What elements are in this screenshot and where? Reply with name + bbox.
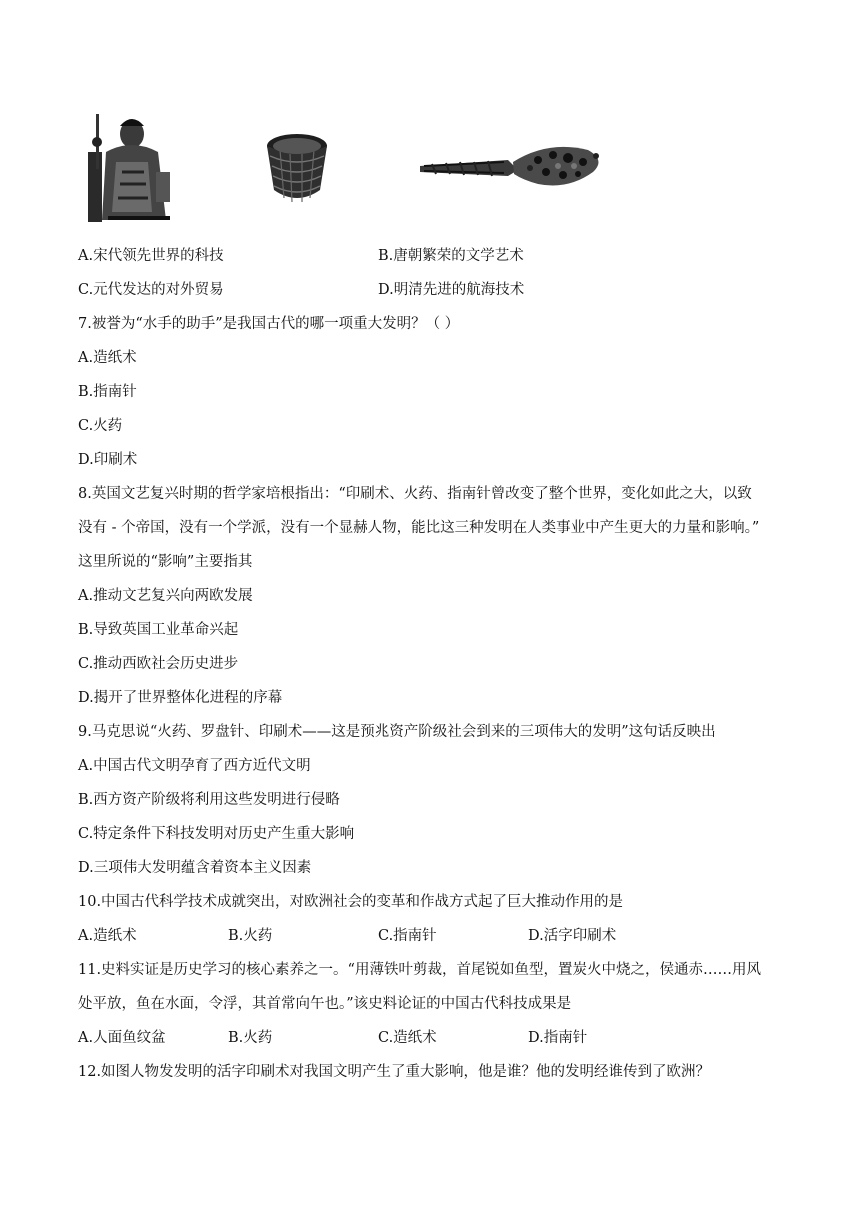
- q11-option-c: C.造纸术: [378, 1030, 437, 1046]
- q10-stem: 10.中国古代科学技术成就突出，对欧洲社会的变革和作战方式起了巨大推动作用的是: [78, 894, 624, 910]
- q8-stem-line-2: 没有 - 个帝国，没有一个学派，没有一个显赫人物，能比这三种发明在人类事业中产生更大的力量和影响。”: [78, 520, 760, 536]
- q10-option-c: C.指南针: [378, 928, 437, 944]
- q12-stem: 12.如图人物发发明的活字印刷术对我国文明产生了重大影响，他是谁？他的发明经谁传到了欧洲？: [78, 1064, 711, 1080]
- rocket-fire-arrow: [418, 140, 608, 200]
- q9-option-c: C.特定条件下科技发明对历史产生重大影响: [78, 826, 355, 842]
- q9-option-b: B.西方资产阶级将利用这些发明进行侵略: [78, 792, 340, 808]
- q10-option-d: D.活字印刷术: [528, 928, 617, 944]
- q11-stem-line-2: 处平放，鱼在水面，令浮，其首常向午也。”该史料论证的中国古代科技成果是: [78, 996, 572, 1012]
- q9-stem: 9.马克思说“火药、罗盘针、印刷术——这是预兆资产阶级社会到来的三项伟大的发明”这句话反映出: [78, 724, 716, 740]
- q8-option-c: C.推动西欧社会历史进步: [78, 656, 239, 672]
- q7-stem: 7.被誉为“水手的助手”是我国古代的哪一项重大发明？（ ）: [78, 316, 460, 332]
- q9-option-d: D.三项伟大发明蕴含着资本主义因素: [78, 860, 312, 876]
- q7-option-c: C.火药: [78, 418, 123, 434]
- q10-option-a: A.造纸术: [78, 928, 137, 944]
- q7-option-a: A.造纸术: [78, 350, 137, 366]
- q8-stem-line-1: 8.英国文艺复兴时期的哲学家培根指出：“印刷术、火药、指南针曾改变了整个世界，变化如此之大，以致: [78, 486, 752, 502]
- q11-option-a: A.人面鱼纹盆: [78, 1030, 166, 1046]
- q6-option-a: A.宋代领先世界的科技: [78, 248, 224, 264]
- q6-option-c: C.元代发达的对外贸易: [78, 282, 224, 298]
- q8-option-b: B.导致英国工业革命兴起: [78, 622, 239, 638]
- q8-stem-line-3: 这里所说的“影响”主要指其: [78, 554, 253, 570]
- seated-emperor-figure: [86, 112, 176, 224]
- q9-option-a: A.中国古代文明孕育了西方近代文明: [78, 758, 311, 774]
- q7-option-b: B.指南针: [78, 384, 137, 400]
- q8-option-a: A.推动文艺复兴向两欧发展: [78, 588, 253, 604]
- q11-option-d: D.指南针: [528, 1030, 588, 1046]
- q10-option-b: B.火药: [228, 928, 273, 944]
- basket-woven-object: [262, 128, 332, 208]
- q7-option-d: D.印刷术: [78, 452, 138, 468]
- q11-option-b: B.火药: [228, 1030, 273, 1046]
- q11-stem-line-1: 11.史料实证是历史学习的核心素养之一。“用薄铁叶剪裁，首尾锐如鱼型，置炭火中烧之，侯通赤……用风: [78, 962, 761, 978]
- q6-option-d: D.明清先进的航海技术: [378, 282, 525, 298]
- q8-option-d: D.揭开了世界整体化进程的序幕: [78, 690, 283, 706]
- q6-option-b: B.唐朝繁荣的文学艺术: [378, 248, 524, 264]
